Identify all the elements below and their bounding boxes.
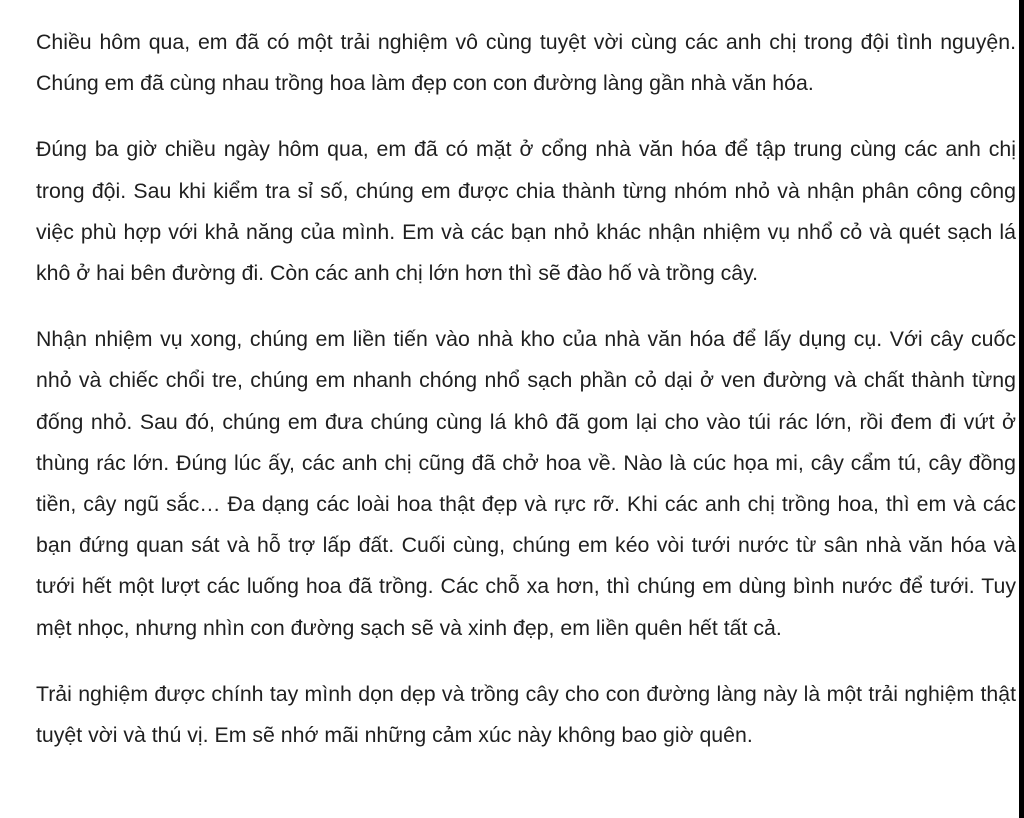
paragraph-work: Nhận nhiệm vụ xong, chúng em liền tiến vào nhà kho của nhà văn hóa để lấy dụng cụ. Với cây cuốc nhỏ và chiếc chổi tre, chúng em nhanh chóng nhổ sạch phần cỏ dại ở ven đường và chất thành từng đống nhỏ. Sau đó, chúng em đưa chúng cùng lá khô đã gom lại cho vào túi rác lớn, rồi đem đi vứt ở thùng rác lớn. Đúng lúc ấy, các anh chị cũng đã chở hoa về. Nào là cúc họa mi, cây cẩm tú, cây đồng tiền, cây ngũ sắc… Đa dạng các loài hoa thật đẹp và rực rỡ. Khi các anh chị trồng hoa, thì em và các bạn đứng quan sát và hỗ trợ lấp đất. Cuối cùng, chúng em kéo vòi tưới nước từ sân nhà văn hóa và tưới hết một lượt các luống hoa đã trồng. Các chỗ xa hơn, thì chúng em dùng bình nước để tưới. Tuy mệt nhọc, nhưng nhìn con đường sạch sẽ và xinh đẹp, em liền quên hết tất cả. — [36, 327, 1016, 640]
paragraph-gathering: Đúng ba giờ chiều ngày hôm qua, em đã có mặt ở cổng nhà văn hóa để tập trung cùng các anh chị trong đội. Sau khi kiểm tra sỉ số, chúng em được chia thành từng nhóm nhỏ và nhận phân công công việc phù hợp với khả năng của mình. Em và các bạn nhỏ khác nhận nhiệm vụ nhổ cỏ và quét sạch lá khô ở hai bên đường đi. Còn các anh chị lớn hơn thì sẽ đào hố và trồng cây. — [36, 137, 1016, 286]
right-edge-bar — [1019, 0, 1024, 818]
paragraph-conclusion: Trải nghiệm được chính tay mình dọn dẹp và trồng cây cho con đường làng này là một trải nghiệm thật tuyệt vời và thú vị. Em sẽ nhớ mãi những cảm xúc này không bao giờ quên. — [36, 681, 1016, 748]
paragraph-intro: Chiều hôm qua, em đã có một trải nghiệm vô cùng tuyệt vời cùng các anh chị trong đội tình nguyện. Chúng em đã cùng nhau trồng hoa làm đẹp con con đường làng gần nhà văn hóa. — [36, 30, 1016, 96]
essay-body — [36, 22, 1016, 756]
